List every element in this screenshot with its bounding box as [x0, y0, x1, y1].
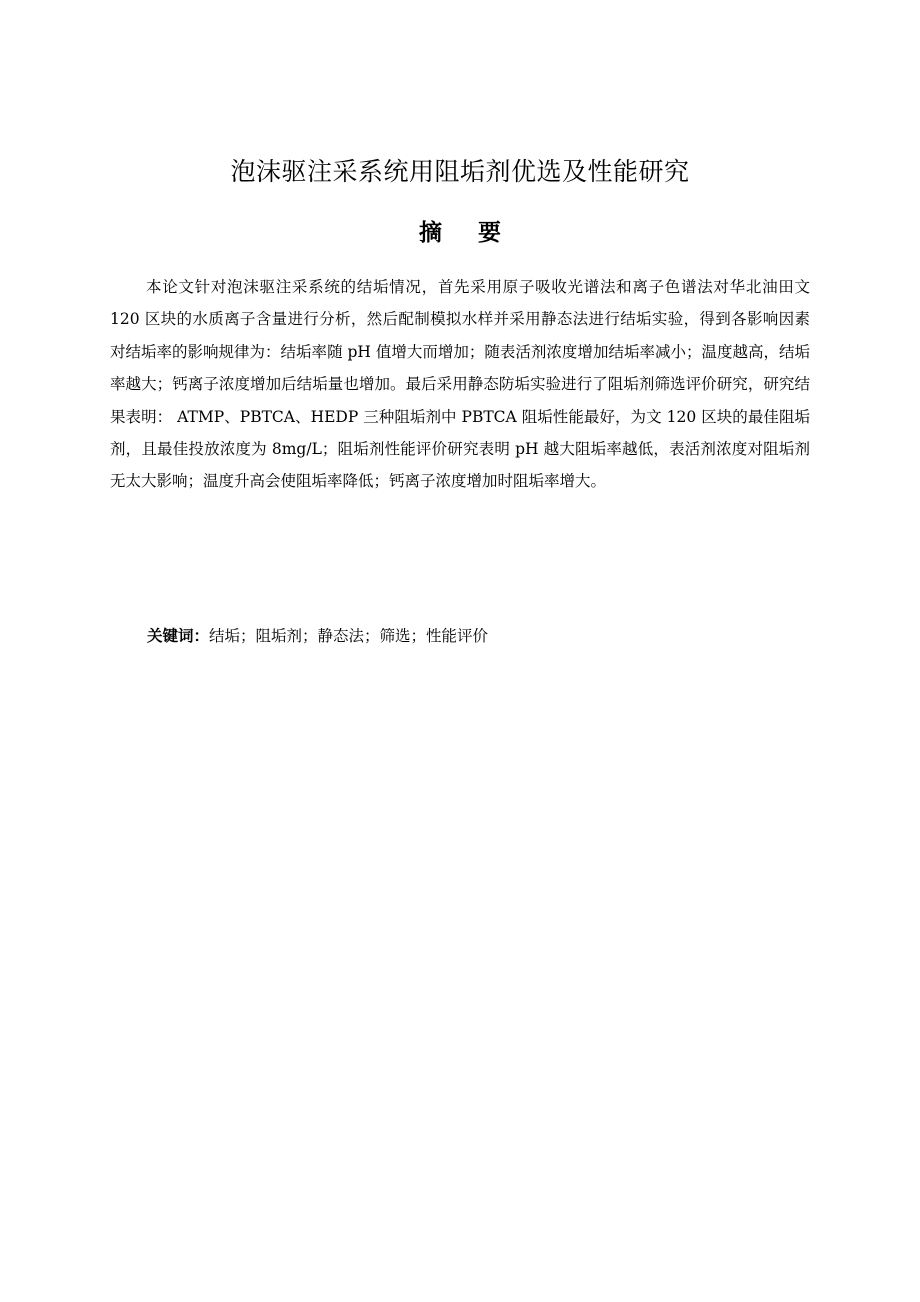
abstract-heading: 摘 要 — [418, 220, 515, 246]
keywords-label: 关键词： — [147, 627, 210, 645]
keywords-line — [147, 620, 807, 652]
keywords-value: 结垢；阻垢剂；静态法；筛选；性能评价 — [209, 627, 489, 645]
abstract-body: 本论文针对泡沫驱注采系统的结垢情况，首先采用原子吸收光谱法和离子色谱法对华北油田文 120 区块的水质离子含量进行分析，然后配制模拟水样并采用静态法进行结垢实验，得到各影响因素对结垢率的影响规律为：结垢率随 pH 值增大而增加；随表活剂浓度增加结垢率减小；温度越高，结垢率越大；钙离子浓度增加后结垢量也增加。最后采用静态防垢实验进行了阻垢剂筛选评价研究，研究结果表明： ATMP、PBTCA、HEDP 三种阻垢剂中 PBTCA 阻垢性能最好，为文 120 区块的最佳阻垢剂，且最佳投放浓度为 8mg/L；阻垢剂性能评价研究表明 pH 越大阻垢率越低，表活剂浓度对阻垢剂无太大影响；温度升高会使阻垢率降低；钙离子浓度增加时阻垢率增大。 — [110, 278, 810, 491]
document-title: 泡沫驱注采系统用阻垢剂优选及性能研究 — [230, 157, 690, 186]
